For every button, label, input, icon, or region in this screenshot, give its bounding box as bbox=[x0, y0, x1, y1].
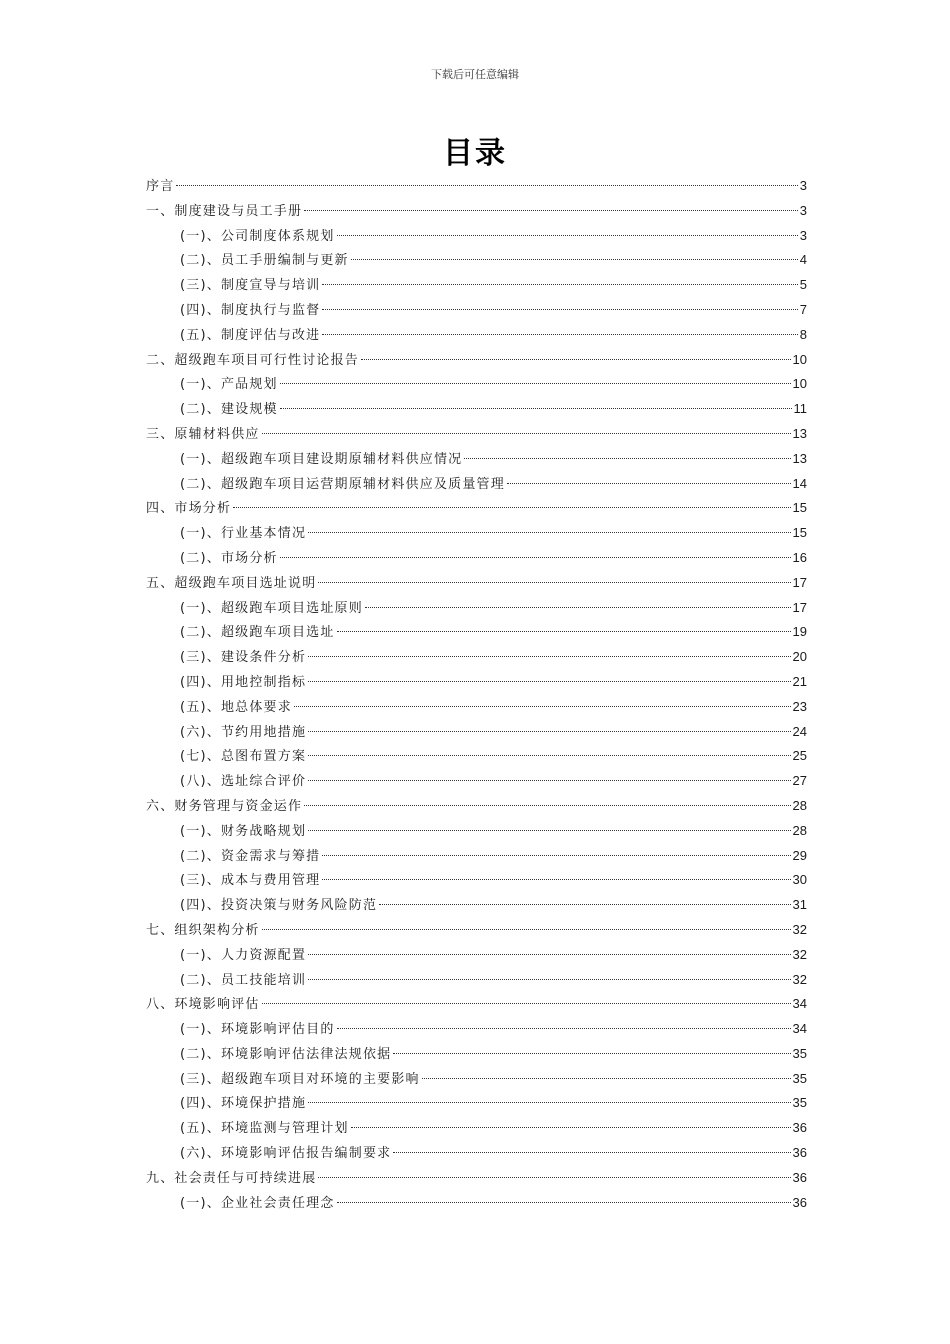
toc-entry[interactable] bbox=[146, 670, 807, 695]
toc-entry-title: (三)、建设条件分析 bbox=[180, 650, 307, 666]
toc-entry-title: 三、原辅材料供应 bbox=[146, 426, 260, 442]
toc-entry[interactable] bbox=[146, 943, 807, 968]
toc-page-number: 3 bbox=[799, 227, 807, 243]
toc-entry[interactable] bbox=[146, 744, 807, 769]
toc-dot-leader bbox=[393, 1053, 790, 1054]
toc-page-number: 10 bbox=[792, 376, 807, 392]
toc-entry[interactable] bbox=[146, 273, 807, 298]
toc-entry[interactable] bbox=[146, 918, 807, 943]
toc-dot-leader bbox=[351, 1127, 791, 1128]
toc-entry-title: (二)、市场分析 bbox=[180, 550, 278, 566]
toc-page-number: 13 bbox=[792, 450, 807, 466]
toc-page-number: 35 bbox=[792, 1095, 807, 1111]
toc-entry-title: 五、超级跑车项目选址说明 bbox=[146, 575, 317, 591]
toc-entry[interactable] bbox=[146, 645, 807, 670]
toc-entry[interactable] bbox=[146, 769, 807, 794]
toc-page-number: 17 bbox=[792, 574, 807, 590]
toc-entry[interactable] bbox=[146, 199, 807, 224]
toc-dot-leader bbox=[262, 1003, 791, 1004]
toc-page-number: 3 bbox=[799, 202, 807, 218]
toc-page-number: 15 bbox=[792, 500, 807, 516]
toc-dot-leader bbox=[176, 185, 797, 186]
toc-entry[interactable] bbox=[146, 397, 807, 422]
toc-entry-title: (一)、公司制度体系规划 bbox=[180, 228, 335, 244]
toc-entry-title: (四)、环境保护措施 bbox=[180, 1096, 307, 1112]
toc-dot-leader bbox=[304, 210, 798, 211]
toc-dot-leader bbox=[337, 1028, 791, 1029]
toc-dot-leader bbox=[318, 1177, 790, 1178]
toc-dot-leader bbox=[308, 1102, 790, 1103]
toc-entry-title: (四)、用地控制指标 bbox=[180, 674, 307, 690]
toc-entry-title: 一、制度建设与员工手册 bbox=[146, 203, 303, 219]
toc-page-number: 19 bbox=[792, 624, 807, 640]
toc-dot-leader bbox=[337, 631, 791, 632]
toc-dot-leader bbox=[322, 334, 797, 335]
toc-entry-title: 序言 bbox=[146, 179, 175, 194]
toc-entry-title: (一)、企业社会责任理念 bbox=[180, 1195, 335, 1211]
toc-page-number: 29 bbox=[792, 847, 807, 863]
toc-page-number: 35 bbox=[792, 1045, 807, 1061]
toc-entry[interactable] bbox=[146, 1166, 807, 1191]
toc-entry[interactable] bbox=[146, 1067, 807, 1092]
toc-entry[interactable] bbox=[146, 844, 807, 869]
toc-dot-leader bbox=[308, 830, 790, 831]
toc-entry[interactable] bbox=[146, 496, 807, 521]
toc-dot-leader bbox=[322, 309, 797, 310]
toc-entry-title: (二)、超级跑车项目运营期原辅材料供应及质量管理 bbox=[180, 476, 505, 492]
toc-dot-leader bbox=[365, 607, 791, 608]
toc-dot-leader bbox=[280, 557, 791, 558]
toc-page-number: 11 bbox=[793, 401, 807, 417]
toc-entry[interactable] bbox=[146, 298, 807, 323]
toc-entry-title: (二)、员工手册编制与更新 bbox=[180, 253, 349, 269]
toc-entry-title: (四)、投资决策与财务风险防范 bbox=[180, 898, 378, 914]
toc-page-number: 27 bbox=[792, 773, 807, 789]
toc-entry-title: 二、超级跑车项目可行性讨论报告 bbox=[146, 352, 360, 368]
toc-entry[interactable] bbox=[146, 1141, 807, 1166]
toc-dot-leader bbox=[322, 855, 790, 856]
toc-page-number: 8 bbox=[799, 326, 807, 342]
toc-entry[interactable] bbox=[146, 992, 807, 1017]
toc-title: 目录 bbox=[443, 136, 507, 171]
toc-page-number: 34 bbox=[792, 996, 807, 1012]
toc-page-number: 25 bbox=[792, 748, 807, 764]
toc-entry[interactable] bbox=[146, 447, 807, 472]
toc-entry-title: (五)、制度评估与改进 bbox=[180, 327, 321, 343]
toc-entry[interactable] bbox=[146, 546, 807, 571]
toc-dot-leader bbox=[308, 979, 790, 980]
toc-entry-title: (七)、总图布置方案 bbox=[180, 749, 307, 765]
toc-entry[interactable] bbox=[146, 248, 807, 273]
toc-page-number: 5 bbox=[799, 277, 807, 293]
toc-entry-title: 七、组织架构分析 bbox=[146, 922, 260, 938]
toc-page-number: 35 bbox=[792, 1070, 807, 1086]
toc-entry[interactable] bbox=[146, 596, 807, 621]
toc-page-number: 28 bbox=[792, 822, 807, 838]
toc-dot-leader bbox=[322, 284, 797, 285]
toc-page-number: 7 bbox=[799, 301, 807, 317]
toc-page-number: 23 bbox=[792, 698, 807, 714]
toc-entry-title: (五)、地总体要求 bbox=[180, 699, 292, 715]
toc-entry[interactable] bbox=[146, 1017, 807, 1042]
toc-entry[interactable] bbox=[146, 620, 807, 645]
toc-entry-title: (五)、环境监测与管理计划 bbox=[180, 1121, 349, 1137]
toc-entry-title: (一)、财务战略规划 bbox=[180, 823, 307, 839]
toc-dot-leader bbox=[262, 929, 791, 930]
toc-page-number: 3 bbox=[799, 178, 807, 193]
toc-entry[interactable] bbox=[146, 422, 807, 447]
toc-entry-title: 四、市场分析 bbox=[146, 501, 232, 517]
toc-dot-leader bbox=[361, 359, 791, 360]
toc-entry[interactable] bbox=[146, 695, 807, 720]
toc-dot-leader bbox=[422, 1078, 791, 1079]
toc-dot-leader bbox=[337, 1202, 791, 1203]
toc-page-number: 20 bbox=[792, 649, 807, 665]
toc-page-number: 36 bbox=[792, 1145, 807, 1161]
toc-entry[interactable] bbox=[146, 174, 807, 199]
toc-entry[interactable] bbox=[146, 571, 807, 596]
toc-entry[interactable] bbox=[146, 819, 807, 844]
toc-entry-title: (三)、成本与费用管理 bbox=[180, 873, 321, 889]
toc-page-number: 36 bbox=[792, 1169, 807, 1185]
toc-page-number: 13 bbox=[792, 425, 807, 441]
toc-entry[interactable] bbox=[146, 323, 807, 348]
toc-page-number: 15 bbox=[792, 525, 807, 541]
toc-entry[interactable] bbox=[146, 521, 807, 546]
toc-dot-leader bbox=[318, 582, 790, 583]
toc-page-number: 32 bbox=[792, 971, 807, 987]
toc-page-number: 32 bbox=[792, 946, 807, 962]
toc-dot-leader bbox=[393, 1152, 790, 1153]
toc-dot-leader bbox=[304, 805, 790, 806]
toc-entry-title: (一)、超级跑车项目选址原则 bbox=[180, 600, 363, 616]
toc-page-number: 24 bbox=[792, 723, 807, 739]
toc-entry-title: (二)、资金需求与筹措 bbox=[180, 848, 321, 864]
toc-entry[interactable] bbox=[146, 1116, 807, 1141]
toc-entry[interactable] bbox=[146, 1091, 807, 1116]
toc-entry-title: (八)、选址综合评价 bbox=[180, 774, 307, 790]
toc-page-number: 30 bbox=[792, 872, 807, 888]
toc-page-number: 36 bbox=[792, 1194, 807, 1210]
toc-entry[interactable] bbox=[146, 1191, 807, 1216]
toc-dot-leader bbox=[308, 681, 790, 682]
toc-dot-leader bbox=[280, 408, 792, 409]
toc-dot-leader bbox=[351, 259, 798, 260]
toc-entry[interactable] bbox=[146, 794, 807, 819]
toc-dot-leader bbox=[308, 755, 790, 756]
toc-page-number: 17 bbox=[792, 599, 807, 615]
toc-entry[interactable] bbox=[146, 472, 807, 497]
toc-page-number: 10 bbox=[792, 351, 807, 367]
toc-entry-title: (六)、节约用地措施 bbox=[180, 724, 307, 740]
toc-dot-leader bbox=[308, 780, 790, 781]
toc-page-number: 14 bbox=[792, 475, 807, 491]
toc-entry-title: (一)、环境影响评估目的 bbox=[180, 1022, 335, 1038]
toc-entry-title: (三)、制度宣导与培训 bbox=[180, 278, 321, 294]
table-of-contents bbox=[146, 174, 807, 1215]
toc-entry[interactable] bbox=[146, 968, 807, 993]
toc-entry-title: 八、环境影响评估 bbox=[146, 997, 260, 1013]
toc-page-number: 34 bbox=[792, 1021, 807, 1037]
toc-entry-title: (二)、建设规模 bbox=[180, 402, 278, 418]
toc-dot-leader bbox=[308, 954, 790, 955]
toc-dot-leader bbox=[233, 507, 790, 508]
toc-entry-title: (一)、超级跑车项目建设期原辅材料供应情况 bbox=[180, 451, 463, 467]
toc-dot-leader bbox=[294, 706, 791, 707]
toc-entry-title: 九、社会责任与可持续进展 bbox=[146, 1170, 317, 1186]
toc-entry-title: (二)、超级跑车项目选址 bbox=[180, 625, 335, 641]
toc-page-number: 21 bbox=[792, 673, 807, 689]
toc-entry-title: 六、财务管理与资金运作 bbox=[146, 798, 303, 814]
toc-entry-title: (四)、制度执行与监督 bbox=[180, 302, 321, 318]
toc-dot-leader bbox=[280, 383, 791, 384]
toc-entry-title: (二)、环境影响评估法律法规依据 bbox=[180, 1046, 392, 1062]
toc-dot-leader bbox=[337, 235, 798, 236]
toc-dot-leader bbox=[308, 656, 790, 657]
toc-entry-title: (三)、超级跑车项目对环境的主要影响 bbox=[180, 1071, 420, 1087]
toc-dot-leader bbox=[262, 433, 791, 434]
toc-dot-leader bbox=[308, 532, 790, 533]
toc-entry[interactable] bbox=[146, 1042, 807, 1067]
toc-entry-title: (一)、产品规划 bbox=[180, 377, 278, 393]
toc-entry-title: (一)、人力资源配置 bbox=[180, 947, 307, 963]
toc-dot-leader bbox=[507, 483, 791, 484]
toc-entry-title: (二)、员工技能培训 bbox=[180, 972, 307, 988]
toc-page-number: 31 bbox=[792, 897, 807, 913]
toc-entry[interactable] bbox=[146, 348, 807, 373]
toc-dot-leader bbox=[379, 904, 790, 905]
toc-page-number: 4 bbox=[799, 252, 807, 268]
page-header-note: 下载后可任意编辑 bbox=[431, 68, 519, 81]
toc-entry[interactable] bbox=[146, 224, 807, 249]
toc-dot-leader bbox=[464, 458, 790, 459]
toc-entry-title: (六)、环境影响评估报告编制要求 bbox=[180, 1146, 392, 1162]
toc-page-number: 32 bbox=[792, 921, 807, 937]
toc-page-number: 36 bbox=[792, 1120, 807, 1136]
toc-page-number: 28 bbox=[792, 797, 807, 813]
toc-entry[interactable] bbox=[146, 893, 807, 918]
toc-entry[interactable] bbox=[146, 868, 807, 893]
toc-entry[interactable] bbox=[146, 372, 807, 397]
toc-entry[interactable] bbox=[146, 720, 807, 745]
toc-entry-title: (一)、行业基本情况 bbox=[180, 526, 307, 542]
toc-dot-leader bbox=[308, 731, 790, 732]
toc-dot-leader bbox=[322, 879, 790, 880]
toc-page-number: 16 bbox=[792, 549, 807, 565]
